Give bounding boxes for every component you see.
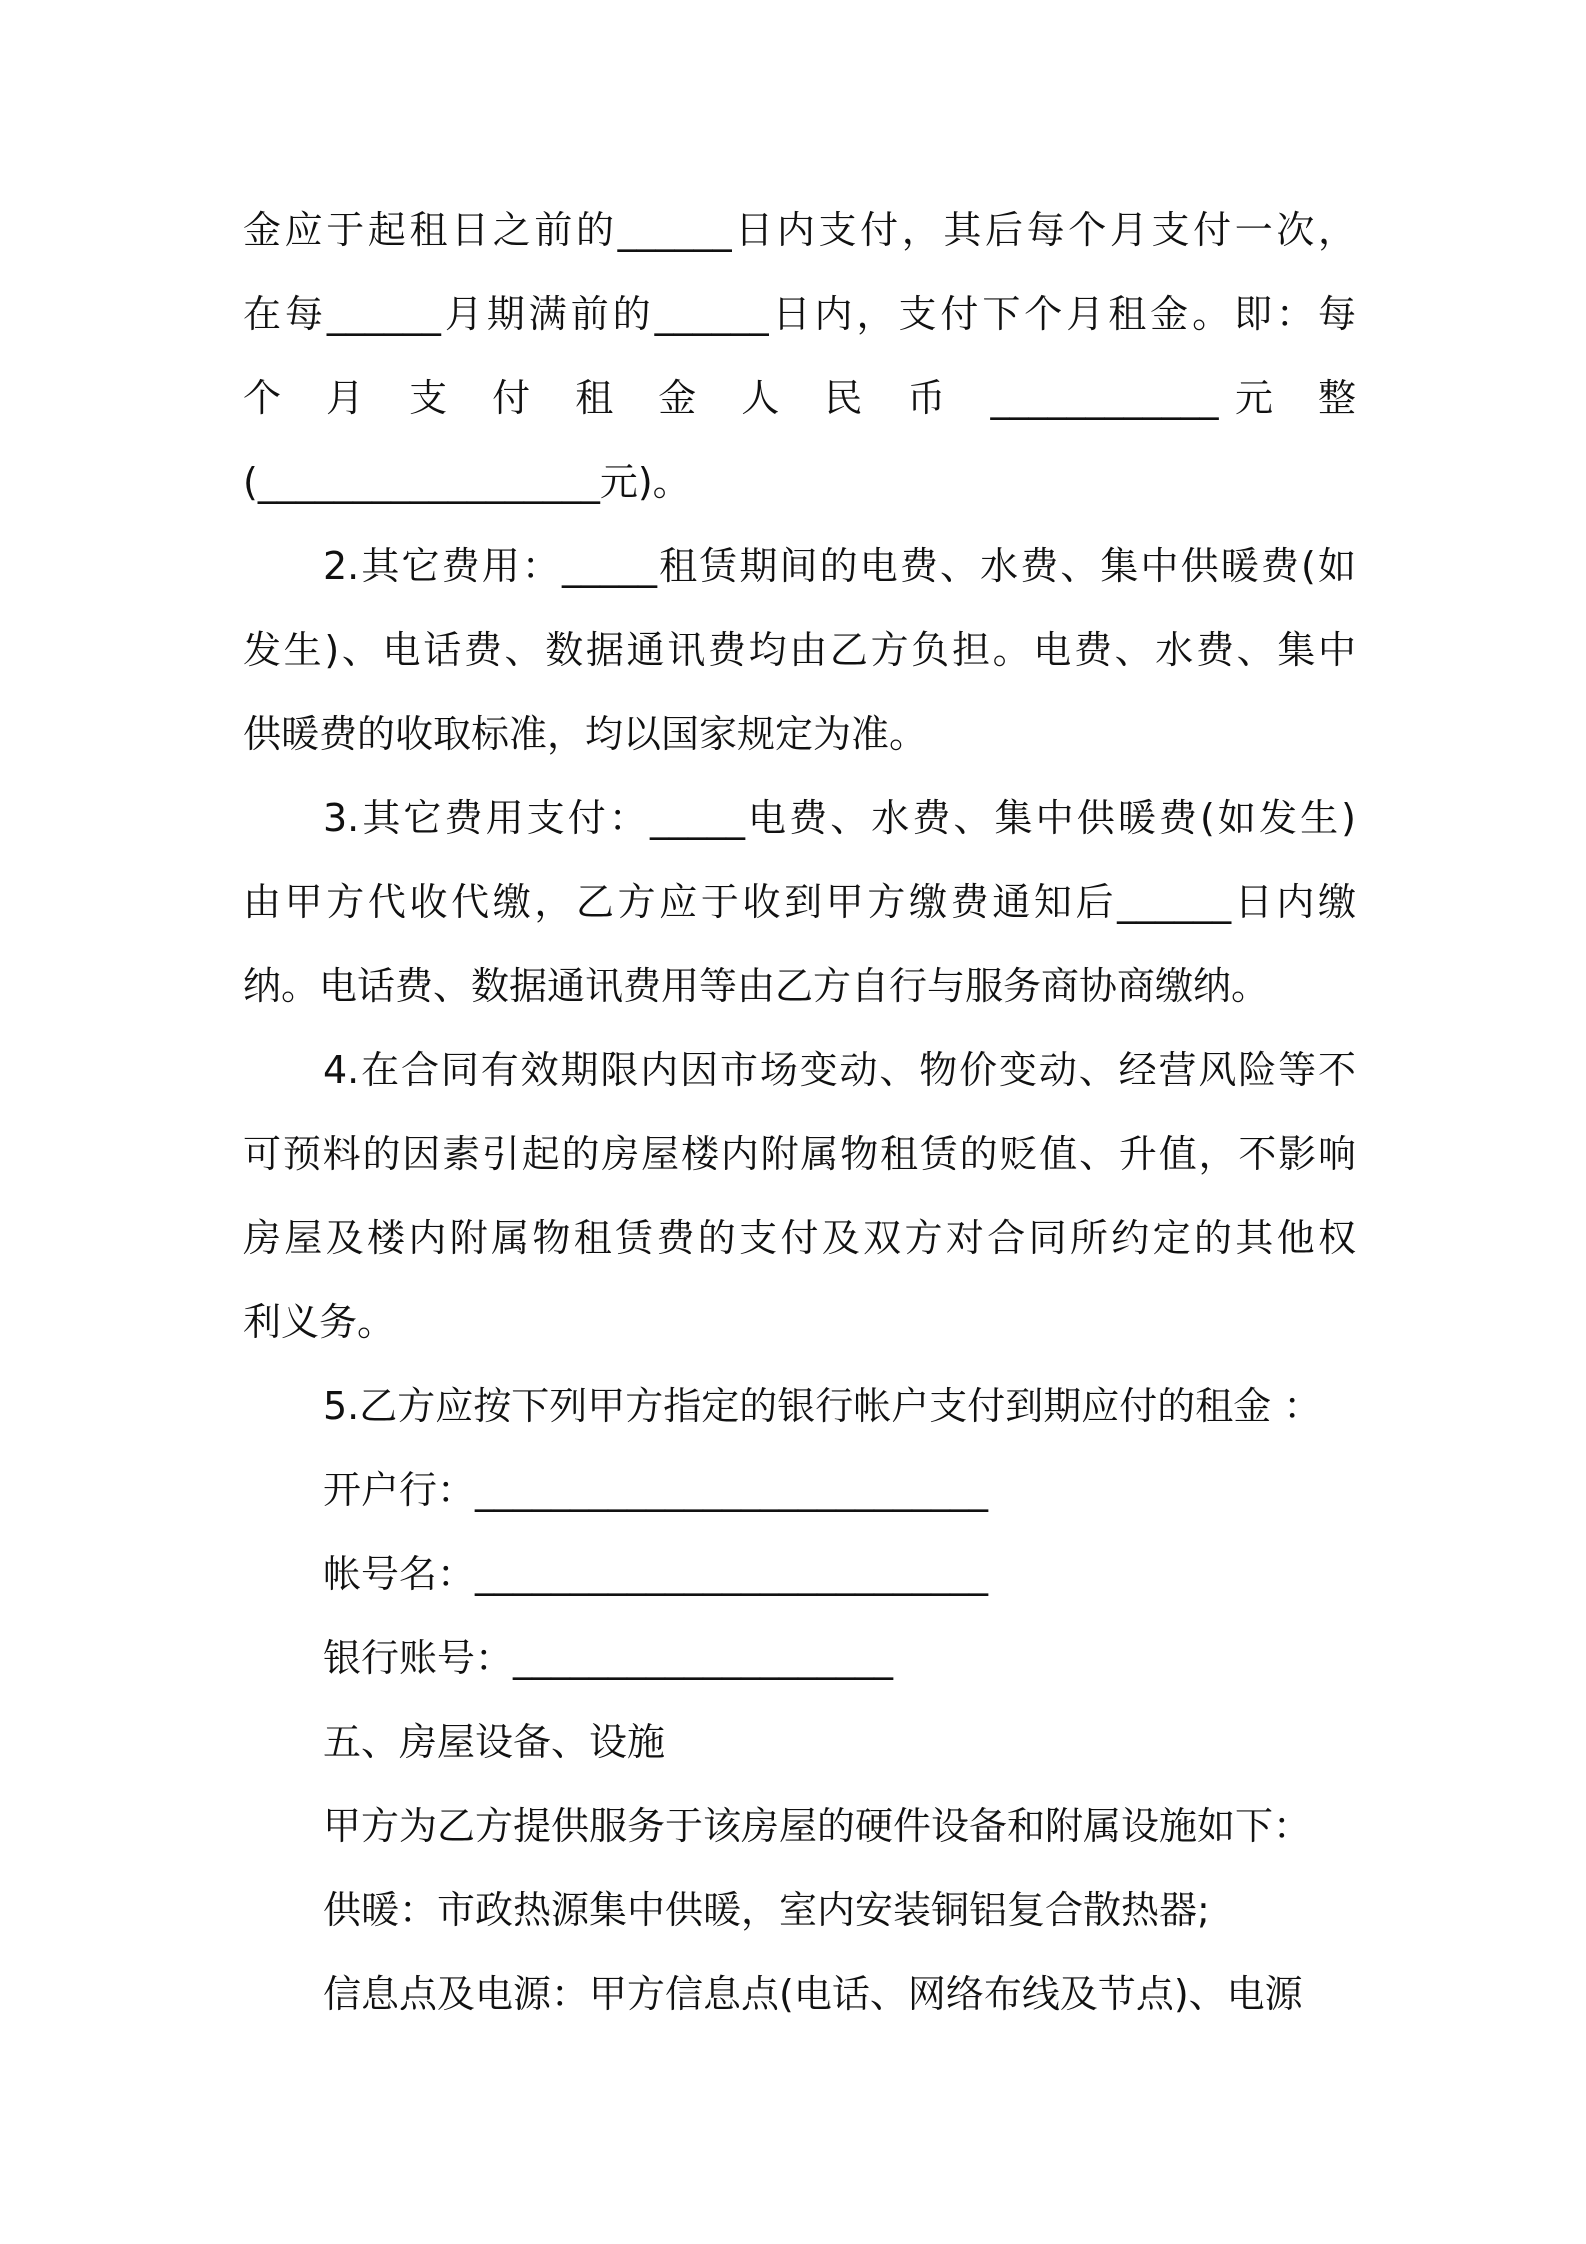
clause-2-line-2: 发生)、电话费、数据通讯费均由乙方负担。电费、水费、集中 [243, 628, 1356, 672]
clause-4-line-1: 4.在合同有效期限内因市场变动、物价变动、经营风险等不 [323, 1048, 1356, 1092]
heating-item: 供暖：市政热源集中供暖，室内安装铜铝复合散热器; [323, 1888, 1210, 1932]
clause-4-line-2: 可预料的因素引起的房屋楼内附属物租赁的贬值、升值，不影响 [243, 1132, 1356, 1176]
clause-4-line-4: 利义务。 [243, 1300, 396, 1344]
facilities-intro: 甲方为乙方提供服务于该房屋的硬件设备和附属设施如下： [323, 1804, 1312, 1848]
document-body [243, 188, 1356, 2036]
clause-3-line-1: 3.其它费用支付：_____电费、水费、集中供暖费(如发生) [323, 796, 1356, 840]
clause-4-line-3: 房屋及楼内附属物租赁费的支付及双方对合同所约定的其他权 [243, 1216, 1356, 1260]
text-line-4: (__________________元)。 [243, 460, 691, 504]
text-line-3: 个 月 支 付 租 金 人 民 币 ____________元 整 [243, 376, 1356, 420]
text-line-1: 金应于起租日之前的______日内支付，其后每个月支付一次， [243, 208, 1356, 252]
section-5-heading: 五、房屋设备、设施 [323, 1720, 666, 1764]
info-power-item: 信息点及电源：甲方信息点(电话、网络布线及节点)、电源 [323, 1972, 1303, 2016]
account-number-field: 银行账号：____________________ [323, 1636, 894, 1680]
clause-2-line-3: 供暖费的收取标准，均以国家规定为准。 [243, 712, 928, 756]
clause-2-line-1: 2.其它费用：_____租赁期间的电费、水费、集中供暖费(如 [323, 544, 1356, 588]
bank-name-field: 开户行：___________________________ [323, 1468, 989, 1512]
clause-5-line-1: 5.乙方应按下列甲方指定的银行帐户支付到期应付的租金 ： [323, 1384, 1322, 1428]
clause-3-line-3: 纳。电话费、数据通讯费用等由乙方自行与服务商协商缴纳。 [243, 964, 1270, 1008]
text-line-2: 在每______月期满前的______日内，支付下个月租金。即：每 [243, 292, 1356, 336]
clause-3-line-2: 由甲方代收代缴，乙方应于收到甲方缴费通知后______日内缴 [243, 880, 1356, 924]
account-name-field: 帐号名：___________________________ [323, 1552, 989, 1596]
